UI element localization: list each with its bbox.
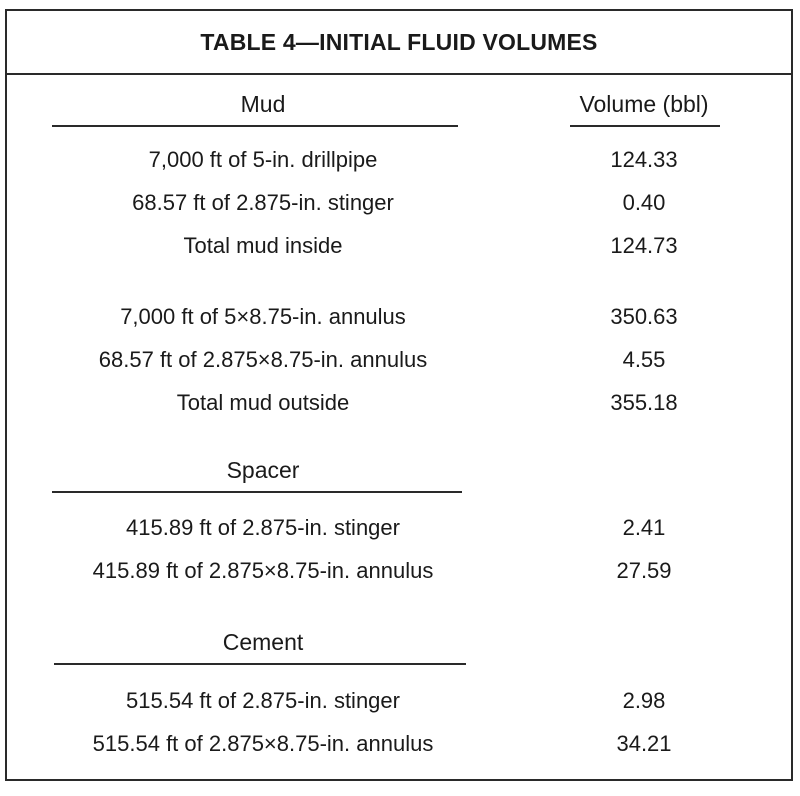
table-row-description: 515.54 ft of 2.875-in. stinger xyxy=(126,688,400,713)
table-row-description: Total mud outside xyxy=(176,390,350,415)
table-row-volume: 2.98 xyxy=(622,688,666,713)
table-row-volume: 350.63 xyxy=(610,304,678,329)
section-heading-cement: Cement xyxy=(222,629,304,655)
table-row-volume: 124.73 xyxy=(610,233,678,258)
mud-header-rule xyxy=(52,125,458,127)
table-row-description: 68.57 ft of 2.875-in. stinger xyxy=(132,190,394,215)
column-header-mud: Mud xyxy=(240,91,286,117)
table-row-volume: 2.41 xyxy=(622,515,666,540)
table-row-description: 415.89 ft of 2.875-in. stinger xyxy=(126,515,400,540)
table-row-description: 7,000 ft of 5×8.75-in. annulus xyxy=(120,304,406,329)
volume-header-rule xyxy=(570,125,720,127)
table-row-volume: 34.21 xyxy=(616,731,672,756)
table-row-description: 7,000 ft of 5-in. drillpipe xyxy=(148,147,378,172)
table-row-description: 415.89 ft of 2.875×8.75-in. annulus xyxy=(92,558,434,583)
table-row-volume: 355.18 xyxy=(610,390,678,415)
table-row-description: 515.54 ft of 2.875×8.75-in. annulus xyxy=(92,731,434,756)
column-header-volume: Volume (bbl) xyxy=(579,91,709,117)
table-row-volume: 27.59 xyxy=(616,558,672,583)
table-row-description: Total mud inside xyxy=(183,233,343,258)
section-heading-spacer: Spacer xyxy=(226,457,300,483)
table-title: TABLE 4—INITIAL FLUID VOLUMES xyxy=(7,11,791,75)
table-row-volume: 4.55 xyxy=(622,347,666,372)
table-row-description: 68.57 ft of 2.875×8.75-in. annulus xyxy=(98,347,428,372)
table-row-volume: 0.40 xyxy=(622,190,666,215)
cement-heading-rule xyxy=(54,663,466,665)
table-frame xyxy=(5,9,793,781)
spacer-heading-rule xyxy=(52,491,462,493)
table-row-volume: 124.33 xyxy=(610,147,678,172)
